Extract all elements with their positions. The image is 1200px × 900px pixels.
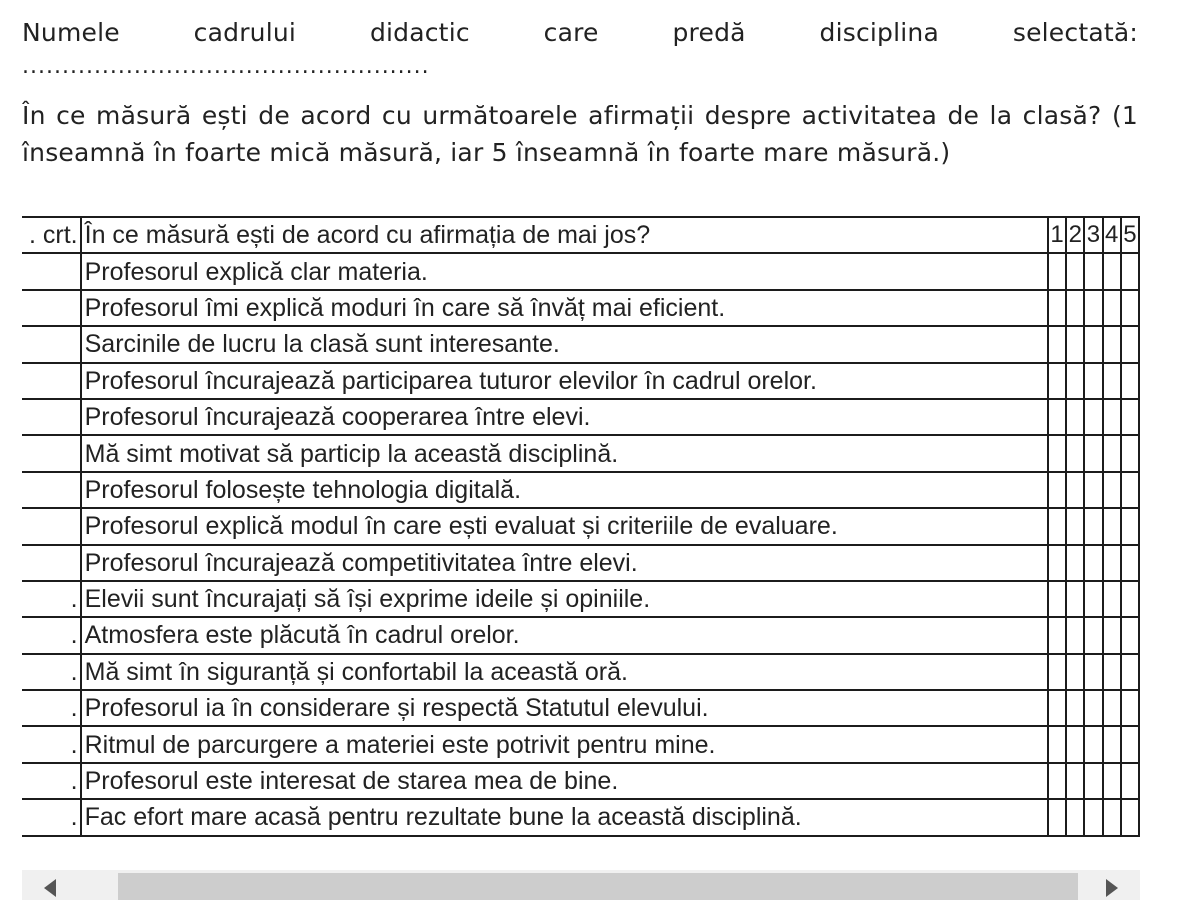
rating-cell-4[interactable] [1103,726,1121,762]
rating-cell-2[interactable] [1066,399,1084,435]
row-number [22,435,81,471]
rating-cell-1[interactable] [1048,253,1066,289]
header-scale-2: 2 [1066,217,1084,253]
table-row [22,654,1139,690]
survey-question: În ce măsură ești de acord cu următoarele afirmații despre activitatea de la clasă? (1 înseamnă în foarte mică măsură, iar 5 înseamnă în foarte mare măsură.) [22,101,1138,167]
table-row [22,617,1139,653]
scrollbar-thumb[interactable] [118,873,1078,900]
row-number [22,253,81,289]
rating-cell-2[interactable] [1066,290,1084,326]
rating-cell-1[interactable] [1048,472,1066,508]
rating-cell-3[interactable] [1084,472,1102,508]
row-number [22,472,81,508]
rating-cell-1[interactable] [1048,290,1066,326]
survey-table-container[interactable] [22,216,1140,868]
teacher-word: predă [672,18,746,47]
rating-cell-3[interactable] [1084,654,1102,690]
statement-cell: Profesorul încurajează competitivitatea între elevi. [81,545,1048,581]
rating-cell-4[interactable] [1103,363,1121,399]
rating-cell-2[interactable] [1066,545,1084,581]
rating-cell-4[interactable] [1103,472,1121,508]
rating-cell-1[interactable] [1048,763,1066,799]
rating-cell-5[interactable] [1121,581,1139,617]
rating-cell-2[interactable] [1066,617,1084,653]
arrow-left-icon[interactable] [44,879,56,897]
teacher-word: didactic [369,18,470,47]
statement-cell: Profesorul ia în considerare și respectă Statutul elevului. [81,690,1048,726]
rating-cell-4[interactable] [1103,763,1121,799]
statement-cell: Profesorul încurajează participarea tuturor elevilor în cadrul orelor. [81,363,1048,399]
rating-cell-4[interactable] [1103,690,1121,726]
statement-cell: Profesorul explică modul în care ești evaluat și criteriile de evaluare. [81,508,1048,544]
header-scale-4: 4 [1103,217,1121,253]
statement-cell: Mă simt în siguranță și confortabil la această oră. [81,654,1048,690]
table-row [22,726,1139,762]
rating-cell-5[interactable] [1121,726,1139,762]
teacher-word: Numele [22,18,120,47]
statement-cell: Profesorul încurajează cooperarea între elevi. [81,399,1048,435]
rating-cell-4[interactable] [1103,435,1121,471]
rating-cell-1[interactable] [1048,545,1066,581]
rating-cell-3[interactable] [1084,399,1102,435]
table-row [22,326,1139,362]
teacher-name-prompt [22,14,1138,52]
rating-cell-2[interactable] [1066,690,1084,726]
rating-cell-4[interactable] [1103,617,1121,653]
table-row [22,799,1139,835]
rating-cell-2[interactable] [1066,654,1084,690]
rating-cell-5[interactable] [1121,435,1139,471]
rating-cell-2[interactable] [1066,363,1084,399]
rating-cell-1[interactable] [1048,399,1066,435]
row-number [22,508,81,544]
rating-cell-5[interactable] [1121,326,1139,362]
table-row [22,399,1139,435]
rating-cell-3[interactable] [1084,508,1102,544]
rating-cell-4[interactable] [1103,399,1121,435]
row-number: . [22,763,81,799]
table-header-row [22,217,1139,253]
row-number [22,545,81,581]
rating-cell-2[interactable] [1066,763,1084,799]
rating-cell-1[interactable] [1048,690,1066,726]
rating-cell-2[interactable] [1066,799,1084,835]
statement-cell: Profesorul explică clar materia. [81,253,1048,289]
rating-cell-4[interactable] [1103,290,1121,326]
table-row [22,690,1139,726]
row-number: . [22,690,81,726]
rating-cell-5[interactable] [1121,363,1139,399]
row-number: . [22,726,81,762]
row-number [22,363,81,399]
rating-cell-5[interactable] [1121,617,1139,653]
rating-cell-4[interactable] [1103,799,1121,835]
rating-cell-4[interactable] [1103,581,1121,617]
teacher-word: disciplina [819,18,939,47]
rating-cell-3[interactable] [1084,763,1102,799]
row-number: . [22,654,81,690]
rating-cell-4[interactable] [1103,545,1121,581]
table-row [22,435,1139,471]
arrow-right-icon[interactable] [1106,879,1118,897]
row-number [22,399,81,435]
rating-cell-4[interactable] [1103,654,1121,690]
rating-cell-3[interactable] [1084,363,1102,399]
rating-cell-1[interactable] [1048,799,1066,835]
survey-table [22,216,1140,837]
rating-cell-2[interactable] [1066,581,1084,617]
teacher-name-blank: ................................................... [22,54,430,79]
row-number: . [22,799,81,835]
rating-cell-4[interactable] [1103,326,1121,362]
statement-cell: Profesorul este interesat de starea mea de bine. [81,763,1048,799]
rating-cell-3[interactable] [1084,545,1102,581]
teacher-word: cadrului [193,18,297,47]
rating-cell-3[interactable] [1084,290,1102,326]
teacher-word: care [543,18,599,47]
rating-cell-1[interactable] [1048,435,1066,471]
horizontal-scrollbar[interactable] [22,870,1140,900]
rating-cell-5[interactable] [1121,472,1139,508]
rating-cell-5[interactable] [1121,545,1139,581]
rating-cell-2[interactable] [1066,472,1084,508]
rating-cell-5[interactable] [1121,763,1139,799]
rating-cell-3[interactable] [1084,581,1102,617]
rating-cell-1[interactable] [1048,581,1066,617]
statement-cell: Fac efort mare acasă pentru rezultate bune la această disciplină. [81,799,1048,835]
table-row [22,508,1139,544]
rating-cell-3[interactable] [1084,326,1102,362]
table-row [22,545,1139,581]
table-row [22,581,1139,617]
rating-cell-3[interactable] [1084,799,1102,835]
rating-cell-1[interactable] [1048,654,1066,690]
rating-cell-1[interactable] [1048,326,1066,362]
header-nr-crt: . crt. [22,217,81,253]
rating-cell-5[interactable] [1121,690,1139,726]
rating-cell-3[interactable] [1084,726,1102,762]
statement-cell: Profesorul îmi explică moduri în care să învăț mai eficient. [81,290,1048,326]
statement-cell: Atmosfera este plăcută în cadrul orelor. [81,617,1048,653]
rating-cell-4[interactable] [1103,253,1121,289]
header-scale-3: 3 [1084,217,1102,253]
statement-cell: Elevii sunt încurajați să își exprime ideile și opiniile. [81,581,1048,617]
table-row [22,253,1139,289]
header-scale-5: 5 [1121,217,1139,253]
rating-cell-5[interactable] [1121,290,1139,326]
row-number [22,290,81,326]
statement-cell: Profesorul folosește tehnologia digitală. [81,472,1048,508]
row-number [22,326,81,362]
rating-cell-2[interactable] [1066,253,1084,289]
rating-cell-5[interactable] [1121,799,1139,835]
rating-cell-3[interactable] [1084,253,1102,289]
rating-cell-3[interactable] [1084,435,1102,471]
rating-cell-2[interactable] [1066,726,1084,762]
rating-cell-5[interactable] [1121,253,1139,289]
table-row [22,290,1139,326]
rating-cell-5[interactable] [1121,399,1139,435]
header-statement: În ce măsură ești de acord cu afirmația de mai jos? [81,217,1048,253]
rating-cell-5[interactable] [1121,508,1139,544]
table-row [22,472,1139,508]
teacher-word: selectată: [1012,18,1138,47]
rating-cell-5[interactable] [1121,654,1139,690]
rating-cell-1[interactable] [1048,726,1066,762]
rating-cell-2[interactable] [1066,326,1084,362]
rating-cell-1[interactable] [1048,508,1066,544]
rating-cell-3[interactable] [1084,690,1102,726]
table-row [22,763,1139,799]
row-number: . [22,581,81,617]
rating-cell-3[interactable] [1084,617,1102,653]
rating-cell-2[interactable] [1066,435,1084,471]
table-row [22,363,1139,399]
rating-cell-1[interactable] [1048,617,1066,653]
header-scale-1: 1 [1048,217,1066,253]
rating-cell-1[interactable] [1048,363,1066,399]
rating-cell-2[interactable] [1066,508,1084,544]
rating-cell-4[interactable] [1103,508,1121,544]
statement-cell: Mă simt motivat să particip la această disciplină. [81,435,1048,471]
row-number: . [22,617,81,653]
statement-cell: Sarcinile de lucru la clasă sunt interesante. [81,326,1048,362]
statement-cell: Ritmul de parcurgere a materiei este potrivit pentru mine. [81,726,1048,762]
